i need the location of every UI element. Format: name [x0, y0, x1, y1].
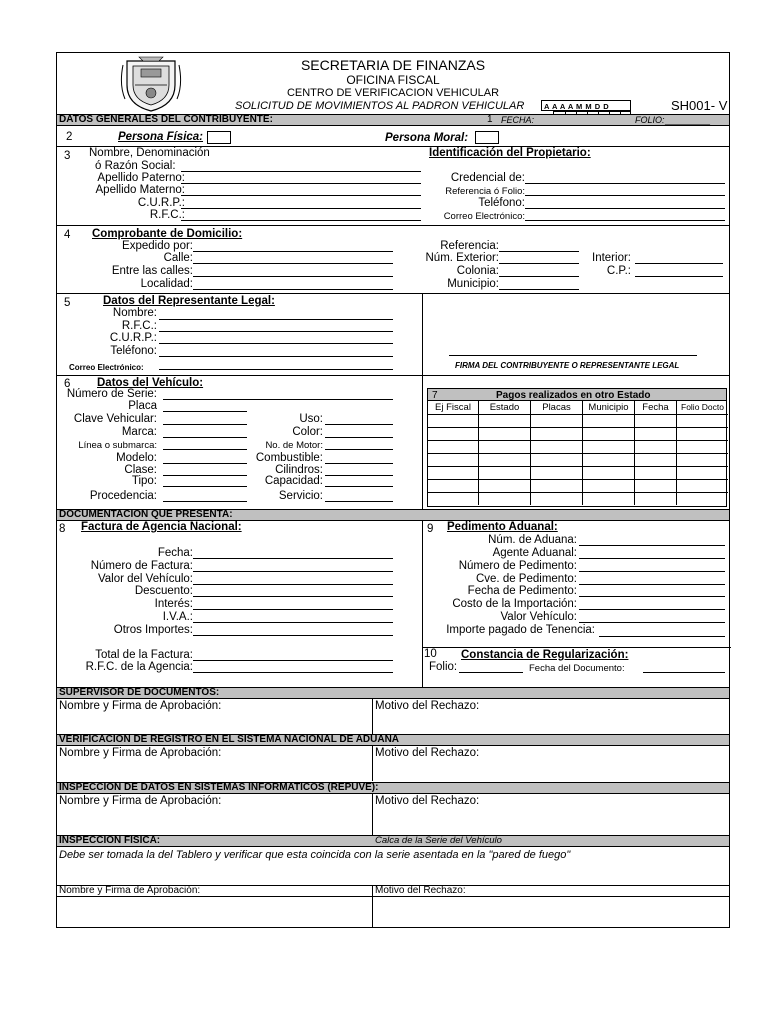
- constancia-folio-label: Folio:: [429, 661, 458, 673]
- pagos-cell[interactable]: [677, 414, 728, 427]
- pagos-column-header: Fecha: [642, 402, 669, 413]
- motor-field[interactable]: [325, 449, 393, 450]
- cilindros-label: Cilindros:: [275, 464, 323, 476]
- pagos-cell[interactable]: [677, 440, 728, 453]
- inspeccion-motivo-area[interactable]: [373, 794, 729, 834]
- pagos-column-header: Placas: [542, 402, 571, 413]
- pagos-cell[interactable]: [479, 440, 530, 453]
- pagos-cell[interactable]: [583, 453, 634, 466]
- pagos-cell[interactable]: [479, 414, 530, 427]
- pagos-cell[interactable]: [479, 453, 530, 466]
- color-field[interactable]: [325, 437, 393, 438]
- pagos-cell[interactable]: [635, 466, 676, 479]
- otros-importes-label: Otros Importes:: [113, 624, 193, 636]
- rep-curp-label: C.U.R.P.:: [109, 332, 157, 344]
- referencia-folio-label: Referencia ó Folio:: [445, 186, 525, 197]
- pagos-cell[interactable]: [635, 479, 676, 492]
- fisica-motivo-area[interactable]: [373, 897, 729, 927]
- telefono-label: Teléfono:: [478, 197, 525, 209]
- constancia-folio-field[interactable]: [459, 672, 523, 673]
- rep-rfc-label: R.F.C.:: [121, 320, 157, 332]
- inspeccion-fisica-bar: [57, 835, 729, 847]
- cp-label: C.P.:: [606, 265, 631, 277]
- pagos-grid: [428, 401, 726, 506]
- representante-heading: Datos del Representante Legal:: [103, 295, 275, 307]
- total-factura-label: Total de la Factura:: [95, 649, 193, 661]
- section-5-number: 5: [64, 297, 71, 309]
- factura-valor-label: Valor del Vehículo:: [97, 573, 193, 585]
- constancia-heading: Constancia de Regularización:: [461, 649, 629, 661]
- pagos-cell[interactable]: [531, 466, 582, 479]
- supervisor-nombre-label: Nombre y Firma de Aprobación:: [59, 700, 222, 712]
- placa-field[interactable]: [163, 411, 247, 412]
- placa-label: Placa: [128, 400, 157, 412]
- tenencia-field[interactable]: [599, 636, 725, 637]
- pagos-cell[interactable]: [635, 427, 676, 440]
- vehicle-registry-form: [56, 52, 730, 928]
- pedimento-heading: Pedimento Aduanal:: [447, 521, 558, 533]
- fecha-pedimento-field[interactable]: [579, 596, 725, 597]
- pagos-cell[interactable]: [677, 466, 728, 479]
- documentacion-bar: [57, 509, 729, 521]
- motor-label: No. de Motor:: [265, 440, 323, 451]
- serie-field[interactable]: [163, 399, 393, 400]
- clave-label: Clave Vehicular:: [73, 413, 157, 425]
- inspeccion-nombre-label: Nombre y Firma de Aprobación:: [59, 795, 222, 807]
- cve-pedimento-label: Cve. de Pedimento:: [475, 573, 577, 585]
- fisica-firma-area[interactable]: [57, 897, 372, 927]
- rep-correo-label: Correo Electrónico:: [69, 363, 144, 372]
- fecha-documento-field[interactable]: [643, 672, 725, 673]
- verificacion-nombre-label: Nombre y Firma de Aprobación:: [59, 747, 222, 759]
- numero-pedimento-field[interactable]: [579, 571, 725, 572]
- iva-label: I.V.A.:: [162, 611, 193, 623]
- section-1-bar: [57, 114, 729, 126]
- pagos-column-header: Ej Fiscal: [435, 402, 471, 413]
- apellido-paterno-label: Apellido Paterno:: [97, 172, 185, 184]
- correo-field[interactable]: [525, 220, 725, 221]
- supervisor-heading: SUPERVISOR DE DOCUMENTOS:: [59, 687, 220, 698]
- section-9-number: 9: [427, 523, 434, 535]
- rep-nombre-label: Nombre:: [112, 307, 157, 319]
- calle-label: Calle:: [163, 252, 193, 264]
- pagos-cell[interactable]: [635, 492, 676, 505]
- inspeccion-fisica-heading: INSPECCION FISICA:: [59, 835, 161, 846]
- agency-title: SECRETARIA DE FINANZAS: [300, 57, 486, 73]
- section-10-number: 10: [424, 648, 437, 660]
- apellido-materno-label: Apellido Materno:: [95, 184, 185, 196]
- pagos-cell[interactable]: [428, 492, 478, 505]
- iva-field[interactable]: [193, 622, 393, 623]
- marca-field[interactable]: [163, 437, 247, 438]
- telefono-field[interactable]: [525, 208, 725, 209]
- signature-line[interactable]: [449, 355, 697, 356]
- persona-moral-label: Persona Moral:: [385, 132, 469, 144]
- numero-pedimento-label: Número de Pedimento:: [458, 560, 577, 572]
- pagos-cell[interactable]: [531, 479, 582, 492]
- valor-vehiculo-field[interactable]: [579, 622, 725, 623]
- cp-field[interactable]: [635, 276, 723, 277]
- pagos-cell[interactable]: [428, 427, 478, 440]
- num-exterior-label: Núm. Exterior:: [425, 252, 499, 264]
- persona-fisica-checkbox[interactable]: [207, 131, 231, 144]
- pagos-cell[interactable]: [531, 440, 582, 453]
- pagos-cell[interactable]: [531, 414, 582, 427]
- verificacion-firma-area[interactable]: [57, 746, 372, 781]
- rep-rfc-field[interactable]: [159, 331, 393, 332]
- rep-telefono-field[interactable]: [159, 356, 393, 357]
- inspeccion-datos-bar: [57, 782, 729, 794]
- rfc-label: R.F.C.:: [149, 209, 185, 221]
- verificacion-motivo-area[interactable]: [373, 746, 729, 781]
- factura-fecha-label: Fecha:: [157, 547, 193, 559]
- otros-importes-field[interactable]: [193, 635, 393, 636]
- firma-contribuyente-label: FIRMA DEL CONTRIBUYENTE O REPRESENTANTE LEGAL: [455, 361, 680, 370]
- factura-numero-label: Número de Factura:: [90, 560, 193, 572]
- pagos-cell[interactable]: [677, 479, 728, 492]
- pagos-column-header: Municipio: [588, 402, 629, 413]
- marca-label: Marca:: [121, 426, 157, 438]
- modelo-label: Modelo:: [116, 452, 157, 464]
- pagos-column: [428, 401, 478, 505]
- pagos-column-header: Estado: [489, 402, 520, 413]
- office-title: OFICINA FISCAL: [346, 73, 440, 87]
- uso-label: Uso:: [299, 413, 323, 425]
- pagos-cell[interactable]: [428, 466, 478, 479]
- pagos-cell[interactable]: [531, 453, 582, 466]
- agente-field[interactable]: [579, 558, 725, 559]
- inspeccion-datos-heading: INSPECCION DE DATOS EN SISTEMAS INFORMATICOS (REPUVE):: [59, 782, 379, 793]
- procedencia-field[interactable]: [163, 501, 247, 502]
- tipo-field[interactable]: [163, 486, 247, 487]
- rep-nombre-field[interactable]: [159, 319, 393, 320]
- servicio-label: Servicio:: [278, 490, 323, 502]
- rfc-agencia-field[interactable]: [193, 672, 393, 673]
- capacidad-field[interactable]: [325, 486, 393, 487]
- pagos-column: [478, 401, 530, 505]
- total-factura-field[interactable]: [193, 660, 393, 661]
- pagos-cell[interactable]: [583, 440, 634, 453]
- entre-calles-label: Entre las calles:: [111, 265, 193, 277]
- center-title: CENTRO DE VERIFICACION VEHICULAR: [286, 87, 500, 99]
- pagos-cell[interactable]: [583, 479, 634, 492]
- descuento-field[interactable]: [193, 596, 393, 597]
- localidad-label: Localidad:: [140, 278, 193, 290]
- section-4-number: 4: [64, 229, 71, 241]
- supervisor-firma-area[interactable]: [57, 699, 372, 734]
- section-1-number: 1: [487, 114, 493, 125]
- comprobante-heading: Comprobante de Domicilio:: [92, 228, 243, 240]
- expedido-label: Expedido por:: [122, 240, 193, 252]
- pagos-cell[interactable]: [428, 479, 478, 492]
- fisica-nombre-label: Nombre y Firma de Aprobación:: [59, 885, 201, 896]
- section-8-number: 8: [59, 523, 66, 535]
- pagos-cell[interactable]: [677, 492, 728, 505]
- pagos-cell[interactable]: [531, 427, 582, 440]
- pagos-column: [582, 401, 634, 505]
- interior-field[interactable]: [635, 263, 723, 264]
- calca-label: Calca de la Serie del Vehículo: [375, 835, 502, 846]
- persona-moral-checkbox[interactable]: [475, 131, 499, 144]
- tipo-label: Tipo:: [131, 475, 157, 487]
- servicio-field[interactable]: [325, 501, 393, 502]
- colonia-label: Colonia:: [456, 265, 499, 277]
- pagos-cell[interactable]: [479, 427, 530, 440]
- valor-vehiculo-label: Valor Vehículo:: [500, 611, 577, 623]
- pagos-cell[interactable]: [677, 427, 728, 440]
- uso-field[interactable]: [325, 424, 393, 425]
- descuento-label: Descuento:: [134, 585, 193, 597]
- pagos-table-title-bar: [428, 389, 726, 401]
- supervisor-motivo-label: Motivo del Rechazo:: [375, 700, 480, 712]
- calca-area[interactable]: [57, 861, 729, 885]
- interior-label: Interior:: [592, 252, 631, 264]
- rfc-agencia-label: R.F.C. de la Agencia:: [85, 661, 193, 673]
- credencial-field[interactable]: [525, 183, 725, 184]
- aduana-label: Núm. de Aduana:: [488, 534, 577, 546]
- fecha-label: FECHA:: [501, 115, 535, 125]
- fecha-pedimento-label: Fecha de Pedimento:: [467, 585, 577, 597]
- pagos-cell[interactable]: [583, 492, 634, 505]
- referencia-label: Referencia:: [440, 240, 499, 252]
- identificacion-heading: Identificación del Propietario:: [429, 147, 591, 159]
- modelo-field[interactable]: [163, 463, 247, 464]
- supervisor-motivo-area[interactable]: [373, 699, 729, 734]
- pagos-cell[interactable]: [583, 414, 634, 427]
- capacidad-label: Capacidad:: [264, 475, 323, 487]
- pagos-cell[interactable]: [479, 466, 530, 479]
- pagos-column: [676, 401, 728, 505]
- razon-social-label: ó Razón Social:: [95, 160, 176, 172]
- pagos-cell[interactable]: [635, 453, 676, 466]
- vehiculo-heading: Datos del Vehículo:: [97, 377, 204, 389]
- fisica-motivo-label: Motivo del Rechazo:: [375, 885, 466, 896]
- folio-value[interactable]: _________: [665, 115, 711, 125]
- interes-label: Interés:: [154, 598, 193, 610]
- pagos-cell[interactable]: [428, 453, 478, 466]
- clave-field[interactable]: [163, 424, 247, 425]
- rep-correo-field[interactable]: [159, 369, 393, 370]
- documentacion-heading: DOCUMENTACION QUE PRESENTA:: [59, 509, 233, 520]
- factura-fecha-field[interactable]: [193, 558, 393, 559]
- nombre-label: Nombre, Denominación: [89, 147, 210, 159]
- pagos-cell[interactable]: [428, 414, 478, 427]
- folio-label: FOLIO:: [635, 115, 665, 125]
- pagos-cell[interactable]: [677, 453, 728, 466]
- aduana-field[interactable]: [579, 545, 725, 546]
- pagos-otro-estado-table: [427, 388, 727, 507]
- pagos-cell[interactable]: [583, 466, 634, 479]
- persona-fisica-label: Persona Física:: [118, 131, 204, 143]
- pagos-cell[interactable]: [428, 440, 478, 453]
- rep-telefono-label: Teléfono:: [110, 345, 157, 357]
- pagos-column: [634, 401, 676, 505]
- rep-curp-field[interactable]: [159, 343, 393, 344]
- form-code: SH001- V: [671, 98, 728, 113]
- correo-label: Correo Electrónico:: [443, 211, 525, 222]
- interes-field[interactable]: [193, 609, 393, 610]
- clase-field[interactable]: [163, 475, 247, 476]
- agente-label: Agente Aduanal:: [492, 547, 577, 559]
- verificacion-bar: [57, 734, 729, 746]
- pagos-cell[interactable]: [531, 492, 582, 505]
- serie-label: Número de Serie:: [66, 388, 157, 400]
- municipio-label: Municipio:: [447, 278, 499, 290]
- request-title: SOLICITUD DE MOVIMIENTOS AL PADRON VEHICULAR: [235, 100, 525, 112]
- pagos-cell[interactable]: [583, 427, 634, 440]
- pagos-cell[interactable]: [479, 492, 530, 505]
- cilindros-field[interactable]: [325, 475, 393, 476]
- municipio-field[interactable]: [499, 289, 579, 290]
- fecha-documento-label: Fecha del Documento:: [529, 663, 625, 674]
- inspeccion-fisica-labels-bar: [57, 885, 729, 897]
- linea-label: Línea o submarca:: [78, 440, 157, 451]
- factura-numero-field[interactable]: [193, 571, 393, 572]
- section-6-number: 6: [64, 378, 71, 390]
- pagos-column-header: Folio Docto: [681, 402, 724, 412]
- cve-pedimento-field[interactable]: [579, 584, 725, 585]
- supervisor-bar: [57, 687, 729, 699]
- pagos-table-title: Pagos realizados en otro Estado: [496, 390, 651, 401]
- combustible-label: Combustible:: [255, 452, 323, 464]
- referencia-folio-field[interactable]: [525, 195, 725, 196]
- verificacion-motivo-label: Motivo del Rechazo:: [375, 747, 480, 759]
- inspeccion-fisica-note: Debe ser tomada la del Tablero y verificar que esta coincida con la serie asentada en la "pared de fuego": [59, 849, 571, 861]
- linea-field[interactable]: [163, 449, 247, 450]
- factura-heading: Factura de Agencia Nacional:: [81, 521, 242, 533]
- credencial-label: Credencial de:: [450, 172, 525, 184]
- pagos-cell[interactable]: [635, 440, 676, 453]
- curp-label: C.U.R.P.:: [137, 197, 185, 209]
- costo-importacion-field[interactable]: [579, 609, 725, 610]
- date-format-key: A A A A M M D D: [541, 100, 631, 111]
- section-2-number: 2: [66, 131, 73, 143]
- section-3-number: 3: [64, 150, 71, 162]
- procedencia-label: Procedencia:: [89, 490, 157, 502]
- inspeccion-motivo-label: Motivo del Rechazo:: [375, 795, 480, 807]
- pagos-cell[interactable]: [635, 414, 676, 427]
- combustible-field[interactable]: [325, 463, 393, 464]
- inspeccion-firma-area[interactable]: [57, 794, 372, 834]
- factura-valor-field[interactable]: [193, 584, 393, 585]
- color-label: Color:: [292, 426, 323, 438]
- pagos-column: [530, 401, 582, 505]
- section-7-number: 7: [432, 390, 438, 401]
- tenencia-label: Importe pagado de Tenencia:: [446, 624, 595, 636]
- clase-label: Clase:: [124, 464, 157, 476]
- pagos-cell[interactable]: [479, 479, 530, 492]
- costo-importacion-label: Costo de la Importación:: [452, 598, 577, 610]
- section-1-heading: DATOS GENERALES DEL CONTRIBUYENTE:: [59, 114, 273, 125]
- verificacion-heading: VERIFICACION DE REGISTRO EN EL SISTEMA NACIONAL DE ADUANA: [59, 734, 400, 745]
